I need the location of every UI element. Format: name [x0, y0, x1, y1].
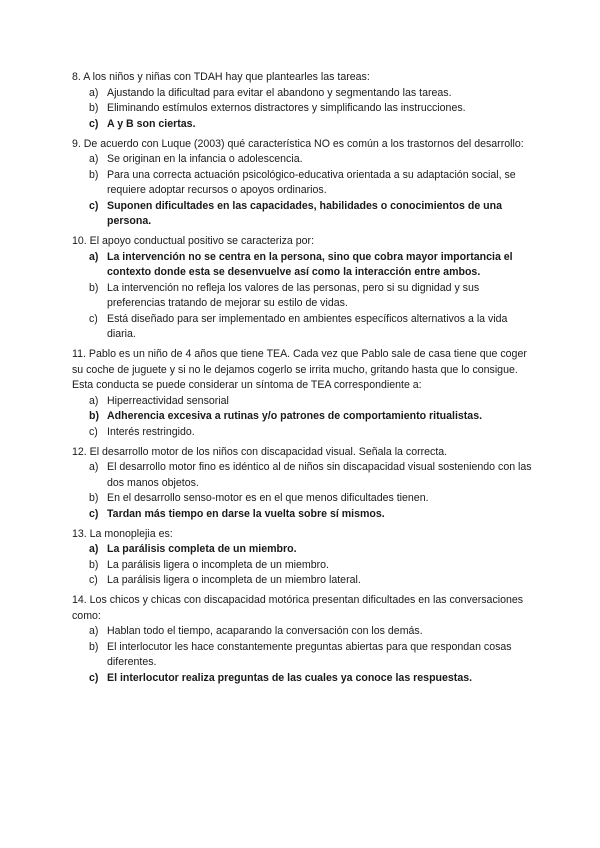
option-text: Se originan en la infancia o adolescencia. [107, 153, 303, 165]
option-text: La parálisis ligera o incompleta de un miembro lateral. [107, 574, 361, 586]
option-letter: b) [89, 640, 99, 653]
option-c [72, 425, 534, 441]
option-text: En el desarrollo senso-motor es en el que menos dificultades tienen. [107, 492, 429, 504]
question-text: 12. El desarrollo motor de los niños con discapacidad visual. Señala la correcta. [72, 445, 448, 458]
option-letter: a) [89, 625, 99, 637]
option-letter: b) [89, 281, 99, 294]
option-text: A y B son ciertas. [107, 117, 196, 130]
question-9 [72, 137, 534, 230]
option-text: Para una correcta actuación psicológico-educativa orientada a su adaptación social, se requiere adoptar recursos o apoyos ordinarios. [107, 168, 516, 196]
option-text: Hiperreactividad sensorial [107, 394, 229, 407]
option-letter: c) [89, 199, 99, 212]
option-c [72, 573, 534, 589]
option-a-correct [72, 250, 534, 281]
option-list [72, 624, 534, 686]
question-text: 10. El apoyo conductual positivo se caracteriza por: [72, 235, 315, 247]
option-text: Interés restringido. [107, 425, 195, 438]
option-list [72, 250, 534, 343]
option-letter: a) [89, 461, 99, 473]
option-list [72, 394, 534, 441]
option-letter: b) [89, 558, 99, 571]
question-text: 11. Pablo es un niño de 4 años que tiene TEA. Cada vez que Pablo sale de casa tiene que coger su coche de juguete y si no le dejamos cogerlo se irrita mucho, gritando hasta que lo consigue. Esta conducta se puede considerar un síntoma de TEA correspondiente a: [72, 348, 527, 391]
option-text: La intervención no refleja los valores de las personas, pero si su dignidad y sus preferencias tratando de mejorar su estilo de vidas. [107, 281, 480, 309]
option-letter: a) [89, 86, 99, 99]
option-text: La parálisis ligera o incompleta de un miembro. [107, 558, 329, 571]
question-text: 14. Los chicos y chicas con discapacidad motórica presentan dificultades en las conversaciones como: [72, 594, 524, 622]
option-letter: c) [89, 117, 99, 130]
question-text: 13. La monoplejia es: [72, 527, 173, 540]
option-c-correct [72, 117, 534, 133]
question-list [72, 70, 534, 691]
option-b [72, 640, 534, 671]
option-list [72, 86, 534, 133]
option-text: Hablan todo el tiempo, acaparando la conversación con los demás. [107, 625, 423, 637]
option-b [72, 168, 534, 199]
option-b [72, 558, 534, 574]
option-text: Está diseñado para ser implementado en ambientes específicos alternativos a la vida diaria. [107, 312, 508, 340]
option-text: La parálisis completa de un miembro. [107, 543, 297, 555]
option-a [72, 152, 534, 168]
option-list [72, 542, 534, 589]
option-c-correct [72, 671, 534, 687]
option-text: Suponen dificultades en las capacidades, habilidades o conocimientos de una persona. [107, 199, 503, 227]
question-11 [72, 347, 534, 440]
question-text: 8. A los niños y niñas con TDAH hay que plantearles las tareas: [72, 71, 370, 83]
option-text: Tardan más tiempo en darse la vuelta sobre sí mismos. [107, 507, 385, 520]
option-c-correct [72, 507, 534, 523]
question-12 [72, 445, 534, 523]
question-10 [72, 234, 534, 343]
question-13 [72, 527, 534, 589]
question-14 [72, 593, 534, 686]
option-letter: b) [89, 410, 99, 422]
option-text: La intervención no se centra en la persona, sino que cobra mayor importancia el contexto donde esta se desenvuelve así como la interacción entre ambos. [107, 250, 513, 278]
option-b-correct [72, 409, 534, 425]
option-letter: a) [89, 394, 99, 407]
option-letter: b) [89, 168, 99, 181]
option-a [72, 86, 534, 102]
option-a [72, 460, 534, 491]
option-a [72, 624, 534, 640]
option-text: Ajustando la dificultad para evitar el abandono y segmentando las tareas. [107, 86, 452, 99]
option-letter: c) [89, 671, 99, 684]
option-text: El interlocutor les hace constantemente preguntas abiertas para que respondan cosas diferentes. [107, 640, 512, 668]
option-text: El desarrollo motor fino es idéntico al de niños sin discapacidad visual sosteniendo con las dos manos objetos. [107, 461, 532, 489]
option-b [72, 281, 534, 312]
option-letter: b) [89, 492, 99, 504]
question-8 [72, 70, 534, 132]
option-letter: c) [89, 574, 98, 586]
question-text: 9. De acuerdo con Luque (2003) qué característica NO es común a los trastornos del desarrollo: [72, 137, 524, 150]
option-c-correct [72, 199, 534, 230]
option-text: Eliminando estímulos externos distractores y simplificando las instrucciones. [107, 102, 466, 114]
option-text: El interlocutor realiza preguntas de las cuales ya conoce las respuestas. [107, 671, 473, 684]
option-c [72, 312, 534, 343]
option-letter: a) [89, 543, 99, 555]
option-letter: c) [89, 507, 99, 520]
option-list [72, 152, 534, 230]
option-list [72, 460, 534, 522]
option-a [72, 394, 534, 410]
option-letter: b) [89, 102, 99, 114]
option-letter: a) [89, 250, 99, 263]
option-text: Adherencia excesiva a rutinas y/o patrones de comportamiento ritualistas. [107, 410, 483, 422]
option-b [72, 491, 534, 507]
option-a-correct [72, 542, 534, 558]
option-b [72, 101, 534, 117]
option-letter: a) [89, 153, 99, 165]
option-letter: c) [89, 312, 98, 325]
option-letter: c) [89, 425, 98, 438]
